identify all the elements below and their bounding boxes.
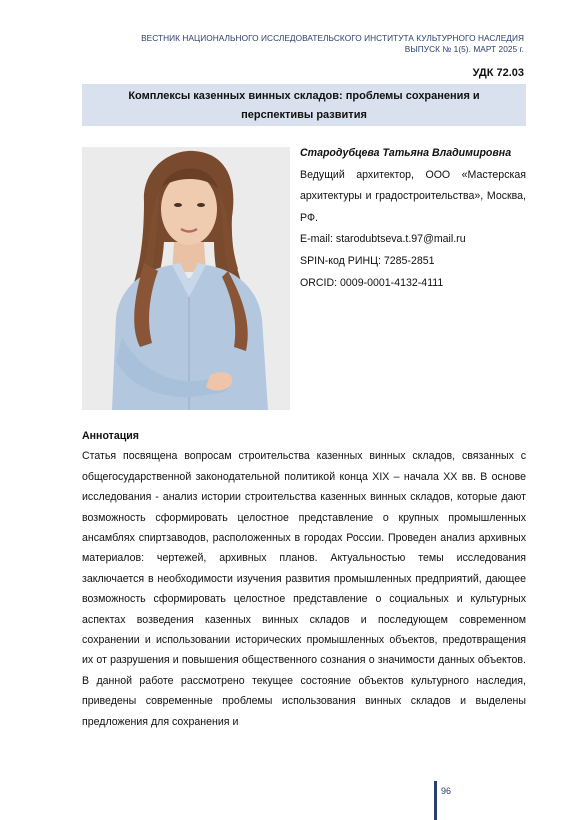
author-spin: SPIN-код РИНЦ: 7285-2851 [300, 254, 435, 267]
abstract-section [82, 426, 526, 732]
author-name: Стародубцева Татьяна Владимировна [300, 147, 512, 159]
abstract-text: Статья посвящена вопросам строительства казенных винных складов, связанных с общегосударственной законодательной политикой конца XIX – начала XX вв. В основе исследования - анализ истории строительства казенных винных складов, которые дают возможность сформировать целостное представление о крупных промышленных ансамблях спиртзаводов, расположенных в городах России. Проведен анализ архивных материалов: чертежей, архивных планов. Актуальностью темы исследования заключается в необходимости изучения развития промышленных предприятий, дающее возможность сформировать целостное представление о социальных и культурных аспектах возведения казенных винных складов и последующем современном сохранении и использовании исторических промышленных объектов, предотвращения их от разрушения и повышения общественного сознания о значимости данных объектов. В данной работе рассмотрено текущее состояние объектов культурного наследия, приведены современные проблемы использования винных складов и выделены предложения для сохранения и [82, 450, 526, 728]
page-number: 96 [441, 786, 452, 796]
udk-code: УДК 72.03 [472, 67, 524, 79]
page-number-bar [434, 781, 437, 820]
journal-header [64, 33, 524, 55]
author-orcid: ORCID: 0009-0001-4132-4111 [300, 276, 444, 289]
journal-issue: ВЫПУСК № 1(5). МАРТ 2025 г. [404, 44, 524, 54]
abstract-heading: Аннотация [82, 430, 139, 442]
author-portrait-illustration [82, 147, 290, 410]
author-affiliation: Ведущий архитектор, ООО «Мастерская архитектуры и градостроительства», Москва, РФ. [300, 168, 526, 224]
author-email: E-mail: starodubtseva.t.97@mail.ru [300, 233, 466, 246]
author-photo [82, 147, 290, 410]
author-info [300, 143, 526, 294]
article-title: Комплексы казенных винных складов: проблемы сохранения и перспективы развития [82, 84, 526, 126]
journal-name: ВЕСТНИК НАЦИОНАЛЬНОГО ИССЛЕДОВАТЕЛЬСКОГО ИНСТИТУТА КУЛЬТУРНОГО НАСЛЕДИЯ [141, 33, 524, 43]
